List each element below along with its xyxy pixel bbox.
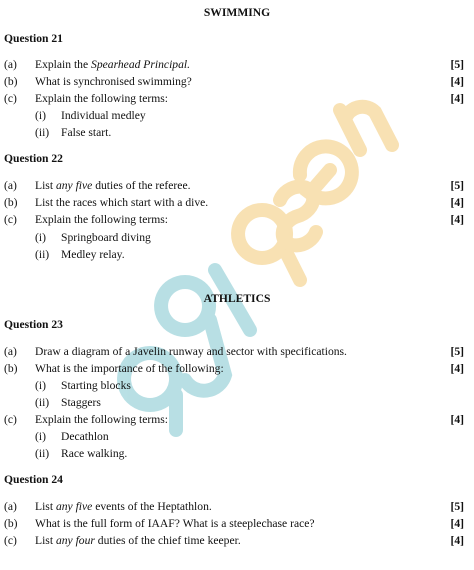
q22b-label: (b) [4, 196, 18, 209]
q23b-marks: [4] [450, 362, 464, 375]
q22c-ii-text: Medley relay. [61, 248, 125, 261]
question-23-heading: Question 23 [4, 318, 63, 331]
q24a-marks: [5] [450, 500, 464, 513]
q21c-ii-text: False start. [61, 126, 112, 139]
q23b-ii-text: Staggers [61, 396, 101, 409]
q23c-text: Explain the following terms: [35, 413, 168, 426]
q21c-i-label: (i) [35, 109, 46, 122]
q23b-text: What is the importance of the following: [35, 362, 224, 375]
q24c-text: List any four duties of the chief time keeper. [35, 534, 241, 547]
q24b-marks: [4] [450, 517, 464, 530]
q24a-label: (a) [4, 500, 17, 513]
q22a-label: (a) [4, 179, 17, 192]
q22b-text: List the races which start with a dive. [35, 196, 209, 209]
q23b-i-label: (i) [35, 379, 46, 392]
q23b-label: (b) [4, 362, 18, 375]
q23c-label: (c) [4, 413, 17, 426]
question-24-heading: Question 24 [4, 473, 63, 486]
q21a-text: Explain the Spearhead Principal. [35, 58, 190, 71]
q24c-marks: [4] [450, 534, 464, 547]
q22c-label: (c) [4, 213, 17, 226]
q22c-ii-label: (ii) [35, 248, 50, 261]
q21c-text: Explain the following terms: [35, 92, 168, 105]
q21a-label: (a) [4, 58, 17, 71]
q22c-marks: [4] [450, 213, 464, 226]
q24c-label: (c) [4, 534, 17, 547]
q22c-i-label: (i) [35, 231, 46, 244]
q22b-marks: [4] [450, 196, 464, 209]
q23c-ii-label: (ii) [35, 447, 50, 460]
q23c-i-text: Decathlon [61, 430, 109, 443]
q23b-i-text: Starting blocks [61, 379, 131, 392]
q21b-text: What is synchronised swimming? [35, 75, 192, 88]
q23b-ii-label: (ii) [35, 396, 50, 409]
section-title-athletics: ATHLETICS [203, 292, 271, 305]
q21a-marks: [5] [450, 58, 464, 71]
q22a-text: List any five duties of the referee. [35, 179, 191, 192]
q22c-i-text: Springboard diving [61, 231, 151, 244]
q21c-ii-label: (ii) [35, 126, 50, 139]
q24b-label: (b) [4, 517, 18, 530]
q24a-text: List any five events of the Heptathlon. [35, 500, 212, 513]
q22c-text: Explain the following terms: [35, 213, 168, 226]
q22a-marks: [5] [450, 179, 464, 192]
section-title-swimming: SWIMMING [203, 6, 271, 19]
q23a-label: (a) [4, 345, 17, 358]
q23a-marks: [5] [450, 345, 464, 358]
q24b-text: What is the full form of IAAF? What is a steeplechase race? [35, 517, 315, 530]
question-21-heading: Question 21 [4, 32, 63, 45]
q21c-marks: [4] [450, 92, 464, 105]
q21c-i-text: Individual medley [61, 109, 146, 122]
q21c-label: (c) [4, 92, 17, 105]
q23a-text: Draw a diagram of a Javelin runway and sector with specifications. [35, 345, 347, 358]
question-22-heading: Question 22 [4, 152, 63, 165]
q23c-i-label: (i) [35, 430, 46, 443]
q23c-ii-text: Race walking. [61, 447, 128, 460]
q21b-marks: [4] [450, 75, 464, 88]
q21b-label: (b) [4, 75, 18, 88]
q23c-marks: [4] [450, 413, 464, 426]
